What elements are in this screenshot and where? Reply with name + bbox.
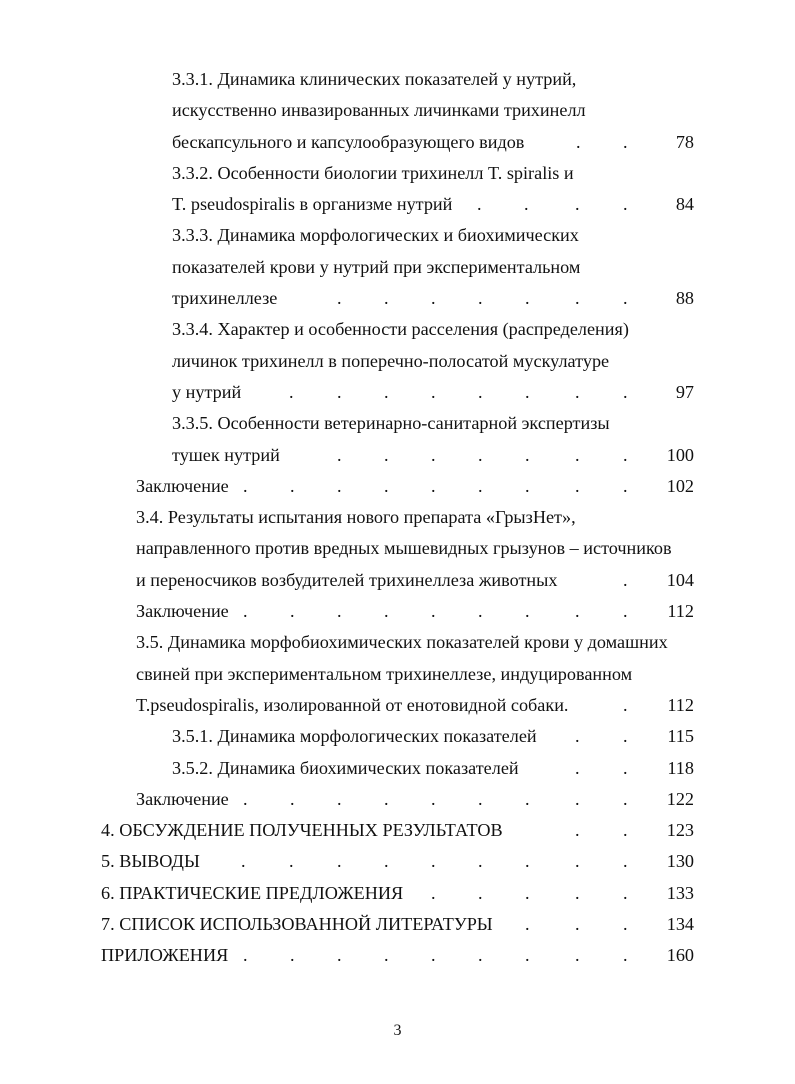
toc-line xyxy=(0,158,795,189)
leader-dot: . xyxy=(525,882,530,903)
leader-dot: . xyxy=(575,381,580,402)
leader-dot: . xyxy=(623,914,628,935)
leader-dot: . xyxy=(384,475,389,496)
toc-line xyxy=(0,314,795,345)
toc-line xyxy=(0,940,795,971)
toc-entry-text: у нутрий xyxy=(172,381,242,402)
leader-dot: . xyxy=(575,757,580,778)
leader-dot: . xyxy=(575,194,580,215)
leader-dot: . xyxy=(384,601,389,622)
leader-dot: . xyxy=(478,601,483,622)
toc-page-number: 134 xyxy=(666,914,694,935)
leader-dot: . xyxy=(431,288,436,309)
toc-line xyxy=(0,533,795,564)
toc-line xyxy=(0,502,795,533)
toc-entry-text: трихинеллезе xyxy=(172,288,278,309)
leader-dot: . xyxy=(525,601,530,622)
toc-page-number: 88 xyxy=(675,288,694,309)
leader-dot: . xyxy=(290,475,295,496)
leader-dot: . xyxy=(384,381,389,402)
leader-dot: . xyxy=(575,945,580,966)
leader-dot: . xyxy=(337,601,342,622)
leader-dot: . xyxy=(431,444,436,465)
toc-entry-text: ПРИЛОЖЕНИЯ xyxy=(101,945,229,966)
toc-page-number: 78 xyxy=(675,131,694,152)
toc-line xyxy=(0,220,795,251)
leader-dot: . xyxy=(243,475,248,496)
toc-entry-text: и переносчиков возбудителей трихинеллеза животных xyxy=(136,569,558,590)
leader-dot: . xyxy=(575,882,580,903)
toc-entry-text: 3.5.1. Динамика морфологических показателей xyxy=(172,726,537,747)
toc-entry-text: 3.3.3. Динамика морфологических и биохимических xyxy=(172,225,579,246)
leader-dot: . xyxy=(290,788,295,809)
leader-dot: . xyxy=(575,914,580,935)
leader-dot: . xyxy=(525,788,530,809)
toc-entry-text: Заключение xyxy=(136,788,229,809)
toc-line xyxy=(0,283,795,314)
leader-dot: . xyxy=(623,194,628,215)
leader-dot: . xyxy=(478,288,483,309)
leader-dot: . xyxy=(337,444,342,465)
leader-dot: . xyxy=(623,694,628,715)
toc-line xyxy=(0,346,795,377)
leader-dot: . xyxy=(623,288,628,309)
leader-dot: . xyxy=(575,444,580,465)
leader-dot: . xyxy=(623,945,628,966)
toc-entry-text: искусственно инвазированных личинками трихинелл xyxy=(172,100,586,121)
toc-entry-text: свиней при экспериментальном трихинеллезе, индуцированном xyxy=(136,663,633,684)
leader-dot: . xyxy=(431,945,436,966)
leader-dot: . xyxy=(243,601,248,622)
leader-dot: . xyxy=(623,820,628,841)
leader-dot: . xyxy=(478,475,483,496)
leader-dot: . xyxy=(384,851,389,872)
leader-dot: . xyxy=(431,851,436,872)
toc-page-number: 133 xyxy=(666,882,694,903)
leader-dot: . xyxy=(431,882,436,903)
toc-page-number: 130 xyxy=(666,851,694,872)
toc-entry-text: бескапсульного и капсулообразующего видов xyxy=(172,131,525,152)
leader-dot: . xyxy=(525,914,530,935)
toc-page-number: 102 xyxy=(666,475,694,496)
toc-entry-text: T.pseudospiralis, изолированной от енотовидной собаки. xyxy=(136,694,569,715)
leader-dot: . xyxy=(478,945,483,966)
toc-entry-text: 3.3.4. Характер и особенности расселения (распределения) xyxy=(172,319,629,340)
leader-dot: . xyxy=(575,601,580,622)
toc-line xyxy=(0,659,795,690)
toc-line xyxy=(0,565,795,596)
leader-dot: . xyxy=(243,945,248,966)
leader-dot: . xyxy=(623,757,628,778)
leader-dot: . xyxy=(384,444,389,465)
leader-dot: . xyxy=(525,945,530,966)
leader-dot: . xyxy=(477,194,482,215)
leader-dot: . xyxy=(623,444,628,465)
leader-dot: . xyxy=(384,788,389,809)
toc-page-number: 122 xyxy=(666,788,694,809)
leader-dot: . xyxy=(623,381,628,402)
toc-line xyxy=(0,440,795,471)
toc-entry-text: тушек нутрий xyxy=(172,444,280,465)
table-of-contents xyxy=(0,64,795,972)
leader-dot: . xyxy=(431,381,436,402)
toc-entry-text: 6. ПРАКТИЧЕСКИЕ ПРЕДЛОЖЕНИЯ xyxy=(101,882,404,903)
toc-page-number: 97 xyxy=(675,381,694,402)
leader-dot: . xyxy=(575,726,580,747)
toc-page-number: 84 xyxy=(675,194,694,215)
leader-dot: . xyxy=(623,601,628,622)
leader-dot: . xyxy=(623,131,628,152)
toc-entry-text: 3.3.5. Особенности ветеринарно-санитарной экспертизы xyxy=(172,413,610,434)
leader-dot: . xyxy=(337,788,342,809)
toc-page-number: 100 xyxy=(666,444,694,465)
leader-dot: . xyxy=(525,444,530,465)
leader-dot: . xyxy=(623,882,628,903)
leader-dot: . xyxy=(289,381,294,402)
leader-dot: . xyxy=(337,381,342,402)
leader-dot: . xyxy=(525,475,530,496)
toc-page-number: 112 xyxy=(667,694,694,715)
toc-line xyxy=(0,596,795,627)
toc-line xyxy=(0,784,795,815)
toc-line xyxy=(0,627,795,658)
leader-dot: . xyxy=(575,788,580,809)
toc-page-number: 118 xyxy=(667,757,694,778)
leader-dot: . xyxy=(337,475,342,496)
leader-dot: . xyxy=(478,381,483,402)
leader-dot: . xyxy=(623,569,628,590)
leader-dot: . xyxy=(478,788,483,809)
toc-line xyxy=(0,95,795,126)
leader-dot: . xyxy=(525,851,530,872)
toc-entry-text: 3.5.2. Динамика биохимических показателей xyxy=(172,757,519,778)
toc-page-number: 123 xyxy=(666,820,694,841)
leader-dot: . xyxy=(290,601,295,622)
toc-line xyxy=(0,846,795,877)
toc-line xyxy=(0,127,795,158)
leader-dot: . xyxy=(290,945,295,966)
leader-dot: . xyxy=(623,726,628,747)
leader-dot: . xyxy=(478,851,483,872)
leader-dot: . xyxy=(337,851,342,872)
leader-dot: . xyxy=(623,788,628,809)
leader-dot: . xyxy=(478,444,483,465)
leader-dot: . xyxy=(241,851,246,872)
toc-entry-text: T. pseudospiralis в организме нутрий xyxy=(172,194,453,215)
toc-entry-text: 3.4. Результаты испытания нового препарата «ГрызНет», xyxy=(136,507,576,528)
leader-dot: . xyxy=(337,288,342,309)
toc-entry-text: 7. СПИСОК ИСПОЛЬЗОВАННОЙ ЛИТЕРАТУРЫ xyxy=(101,914,493,935)
toc-entry-text: 5. ВЫВОДЫ xyxy=(101,851,200,872)
toc-line xyxy=(0,64,795,95)
toc-page-number: 104 xyxy=(666,569,694,590)
toc-line xyxy=(0,909,795,940)
toc-line xyxy=(0,753,795,784)
leader-dot: . xyxy=(384,288,389,309)
toc-entry-text: Заключение xyxy=(136,475,229,496)
toc-page-number: 112 xyxy=(667,601,694,622)
leader-dot: . xyxy=(576,131,581,152)
leader-dot: . xyxy=(478,882,483,903)
leader-dot: . xyxy=(575,851,580,872)
toc-entry-text: 3.3.2. Особенности биологии трихинелл T. spiralis и xyxy=(172,162,574,183)
toc-line xyxy=(0,252,795,283)
leader-dot: . xyxy=(337,945,342,966)
leader-dot: . xyxy=(431,788,436,809)
toc-entry-text: 3.5. Динамика морфобиохимических показателей крови у домашних xyxy=(136,632,668,653)
toc-entry-text: 3.3.1. Динамика клинических показателей у нутрий, xyxy=(172,69,577,89)
toc-entry-text: 4. ОБСУЖДЕНИЕ ПОЛУЧЕННЫХ РЕЗУЛЬТАТОВ xyxy=(101,820,503,841)
toc-line xyxy=(0,189,795,220)
leader-dot: . xyxy=(575,820,580,841)
toc-line xyxy=(0,408,795,439)
toc-entry-text: личинок трихинелл в поперечно-полосатой мускулатуре xyxy=(172,350,610,371)
toc-line xyxy=(0,377,795,408)
leader-dot: . xyxy=(384,945,389,966)
toc-line xyxy=(0,690,795,721)
toc-line xyxy=(0,471,795,502)
leader-dot: . xyxy=(243,788,248,809)
leader-dot: . xyxy=(289,851,294,872)
toc-line xyxy=(0,815,795,846)
toc-line xyxy=(0,878,795,909)
toc-line xyxy=(0,721,795,752)
leader-dot: . xyxy=(623,851,628,872)
leader-dot: . xyxy=(575,475,580,496)
toc-entry-text: показателей крови у нутрий при экспериментальном xyxy=(172,256,581,277)
leader-dot: . xyxy=(525,381,530,402)
leader-dot: . xyxy=(431,475,436,496)
toc-page-number: 115 xyxy=(667,726,694,747)
leader-dot: . xyxy=(431,601,436,622)
leader-dot: . xyxy=(525,288,530,309)
toc-entry-text: Заключение xyxy=(136,601,229,622)
toc-page-number: 160 xyxy=(666,945,694,966)
leader-dot: . xyxy=(524,194,529,215)
leader-dot: . xyxy=(623,475,628,496)
toc-entry-text: направленного против вредных мышевидных грызунов – источников xyxy=(136,538,672,559)
page-number: 3 xyxy=(393,1022,402,1039)
leader-dot: . xyxy=(575,288,580,309)
